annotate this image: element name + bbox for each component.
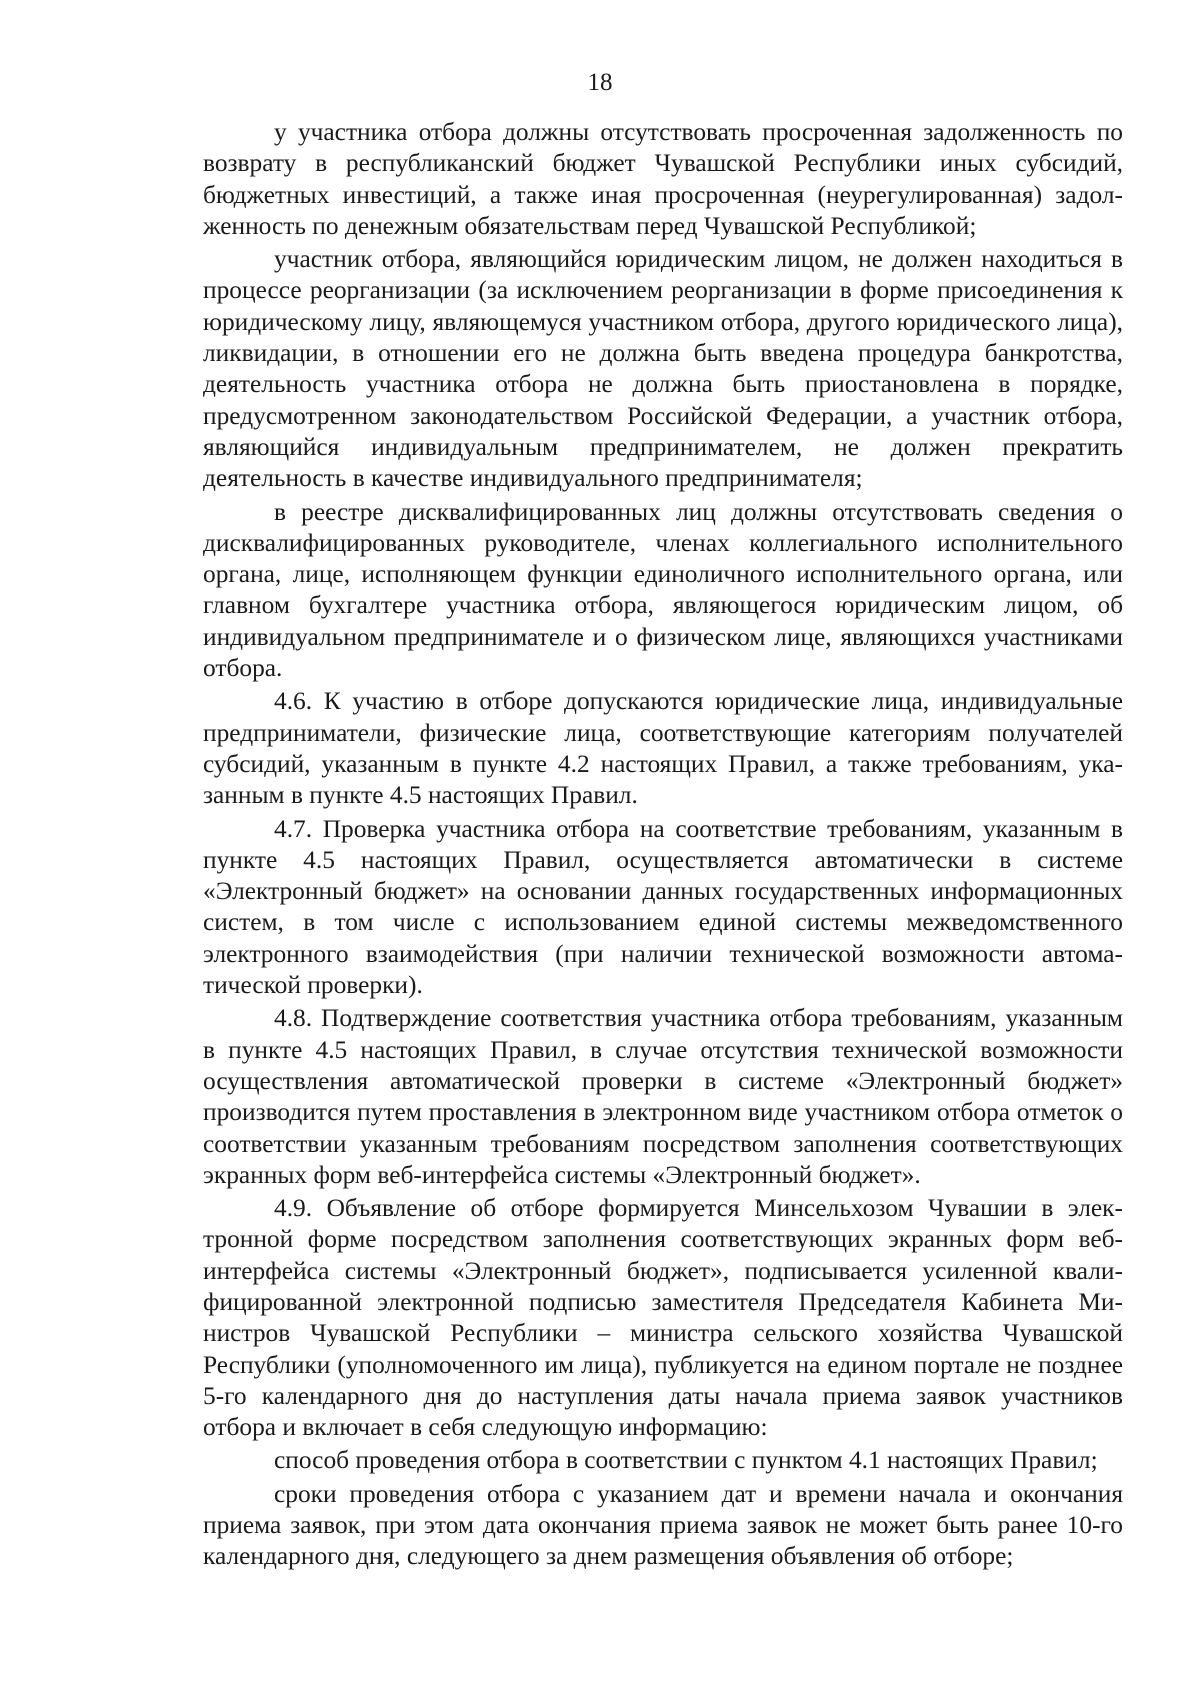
paragraph-selection-dates: сроки проведения отбора с указанием дат и времени начала и окончания приема заявок, при этом дата окончания приема заявок не может быть ранее 10-го календарного дня, следующего за днем размещения объявления об отборе; [203, 1479, 1123, 1571]
paragraph-selection-method: способ проведения отбора в соответствии с пунктом 4.1 настоящих Правил; [274, 1446, 1098, 1475]
paragraph-4-7: 4.7. Проверка участника отбора на соответствие требованиям, указанным в пункте 4.5 настоящих Правил, осуществляется автоматически в системе «Электронный бюджет» на основании данных государственных информационных систем, в том числе с использованием единой системы межведомственного электронного взаимодействия (при наличии технической возможности автоматической проверки). [203, 814, 1123, 1000]
page-number: 18 [587, 69, 613, 96]
paragraph-4-8: 4.8. Подтверждение соответствия участника отбора требованиям, указанным в пункте 4.5 настоящих Правил, в случае отсутствия технической возможности осуществления автоматической проверки в системе «Электронный бюджет» производится путем проставления в электронном виде участником отбора отметок о соответствии указанным требованиям посредством заполнения соответствующих экранных форм веб-интерфейса системы «Электронный бюджет». [203, 1004, 1123, 1189]
paragraph-reorganization-requirement: участник отбора, являющийся юридическим лицом, не должен находиться в процессе реорганизации (за исключением реорганизации в форме присоединения к юридическому лицу, являющемуся участником отбора, другого юридического лица), ликвидации, в отношении его не должна быть введена процедура банкротства, деятельность участника отбора не должна быть приостановлена в порядке, предусмотренном законодательством Российской Федерации, а участник отбора, являющийся индивидуальным предпринимателем, не должен прекратить деятельность в качестве индивидуального предпринимателя; [203, 245, 1123, 493]
paragraph-disqualified-persons: в реестре дисквалифицированных лиц должны отсутствовать сведения о дисквалифицированных руководителе, членах коллегиального исполнительного органа, лице, исполняющем функции единоличного исполнительного органа, или главном бухгалтере участника отбора, являющегося юридическим лицом, об индивидуальном предпринимателе и о физическом лице, являющихся участниками отбора. [203, 497, 1123, 683]
document-body [203, 117, 1123, 1575]
paragraph-debt-requirement: у участника отбора должны отсутствовать просроченная задолженность по возврату в республиканский бюджет Чувашской Республики иных субсидий, бюджетных инвестиций, а также иная просроченная (неурегулированная) задолженность по денежным обязательствам перед Чувашской Республикой; [203, 118, 1123, 240]
paragraph-4-9: 4.9. Объявление об отборе формируется Минсельхозом Чувашии в электронной форме посредством заполнения соответствующих экранных форм веб-интерфейса системы «Электронный бюджет», подписывается усиленной квалифицированной электронной подписью заместителя Председателя Кабинета Министров Чувашской Республики – министра сельского хозяйства Чувашской Республики (уполномоченного им лица), публикуется на едином портале не позднее 5-го календарного дня до наступления даты начала приема заявок участников отбора и включает в себя следующую информацию: [203, 1194, 1123, 1442]
paragraph-4-6: 4.6. К участию в отборе допускаются юридические лица, индивидуальные предприниматели, физические лица, соответствующие категориям получателей субсидий, указанным в пункте 4.2 настоящих Правил, а также требованиям, указанным в пункте 4.5 настоящих Правил. [203, 687, 1123, 810]
